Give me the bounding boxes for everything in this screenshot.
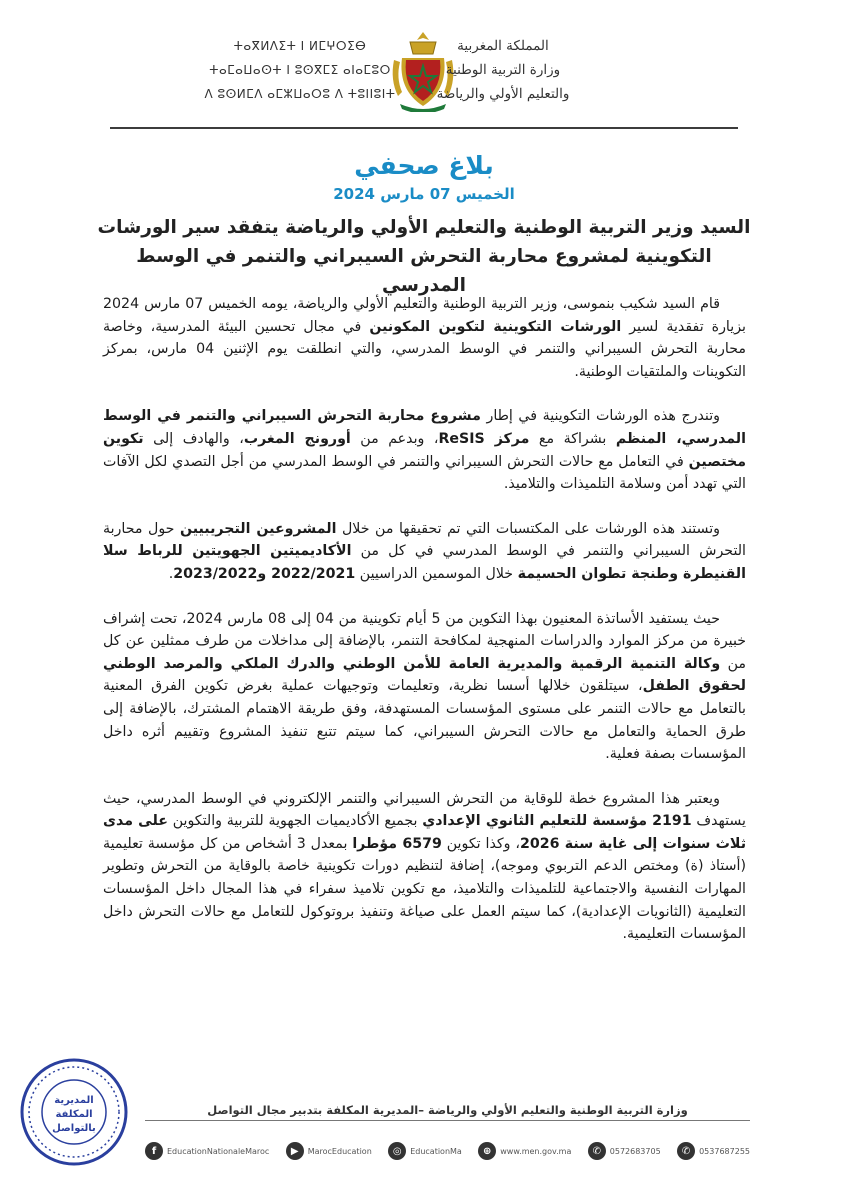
footer-contact-bar xyxy=(145,1140,750,1162)
ministry-name-tifinagh: ⵜⴰⴳⵍⴷⵉⵜ ⵏ ⵍⵎⵖⵔⵉⴱ ⵜⴰⵎⴰⵡⴰⵙⵜ ⵏ ⵓⵙⴳⵎⵉ ⴰⵏⴰⵎⵓⵔ ⴷ ⵓⵙⵍⵎⴷ ⴰⵎⵣⵡⴰⵔⵓ ⴷ ⵜⵓⵏⵏⵓⵏⵜ xyxy=(204,39,396,101)
phone-2: ✆ 0537687255 xyxy=(677,1142,750,1160)
footer-ministry-line: وزارة التربية الوطنية والتعليم الأولي والرياضة –المديرية المكلفة بتدبير مجال التواصل xyxy=(207,1103,688,1117)
paragraph-2: وتندرج هذه الورشات التكوينية في إطار مشروع محاربة التحرش السيبراني والتنمر في الوسط المدرسي، المنظم بشراكة مع مركز ReSIS، وبدعم من أورونج المغرب، والهادف إلى تكوين مختصين في التعامل مع حالات التحرش السيبراني والتنمر في الوسط المدرسي من أجل التصدي لكل الآفات التي تهدد أمن وسلامة التلميذات والتلاميذ. xyxy=(103,408,746,493)
phone-icon: ✆ xyxy=(588,1142,606,1160)
youtube-icon: ▶ xyxy=(286,1142,304,1160)
footer-divider xyxy=(145,1120,750,1121)
paragraph-4: حيث يستفيد الأساتذة المعنيون بهذا التكوين من 5 أيام تكوينية من 04 إلى 08 مارس 2024، تحت إشراف خبيرة من مركز الموارد والدراسات المنهجية لمكافحة التنمر، بالإضافة إلى مداخلات من طرف ممثلين عن كل من وكالة التنمية الرقمية والمديرية العامة للأمن الوطني والدرك الملكي والمرصد الوطني لحقوق الطفل، سيتلقون خلالها أسسا نظرية، وتعليمات وتوجيهات عملية بغرض تكوين الفرق المعنية بالتعامل مع حالات التنمر على مستوى المؤسسات المستهدفة، وفق طريقة الاهتمام المشترك، بالإضافة إلى طرق الحماية والتعامل مع حالات التحرش السيبراني، كما سيتم تتبع تنفيذ المشروع وتقييم أثره داخل المؤسسات بصفة فعلية. xyxy=(103,610,746,763)
seal-line-1: المديرية xyxy=(54,1095,94,1106)
seal-line-2: المكلفة xyxy=(55,1109,93,1120)
facebook-link[interactable]: f EducationNationaleMaroc xyxy=(145,1142,269,1160)
directorate-seal-icon xyxy=(18,1056,130,1168)
phone-1: ✆ 0572683705 xyxy=(588,1142,661,1160)
publication-date: الخميس 07 مارس 2024 xyxy=(333,185,515,203)
ministry-name-arabic: المملكة المغربية وزارة التربية الوطنية والتعليم الأولي والرياضة xyxy=(436,38,570,102)
page-title: بلاغ صحفي xyxy=(354,151,494,180)
letterhead xyxy=(0,22,848,127)
seal-line-3: بالتواصل xyxy=(52,1123,96,1134)
instagram-icon: ◎ xyxy=(388,1142,406,1160)
website-link[interactable]: ⊕ www.men.gov.ma xyxy=(478,1142,571,1160)
instagram-link[interactable]: ◎ EducationMa xyxy=(388,1142,462,1160)
title-block xyxy=(60,150,788,205)
paragraph-5: ويعتبر هذا المشروع خطة للوقاية من التحرش السيبراني والتنمر الإلكتروني في الوسط المدرسي، حيث يستهدف 2191 مؤسسة للتعليم الثانوي الإعدادي بجميع الأكاديميات الجهوية للتربية والتكوين على مدى ثلاث سنوات إلى غاية سنة 2026، وكذا تكوين 6579 مؤطرا بمعدل 3 أشخاص من كل مؤسسة تعليمية (أستاذ (ة) ومختص الدعم التربوي وموجه)، إضافة لتنظيم دورات تكوينية خاصة بالوقاية من التحرش وتطوير المهارات النفسية والاجتماعية للتلميذات والتلاميذ، مع تكوين تلاميذ سفراء في هذا المجال داخل المؤسسات التعليمية (الثانويات الإعدادية)، كما سيتم العمل على صياغة وتنفيذ بروتوكول للتعامل مع حالات التحرش داخل المؤسسات التعليمية. xyxy=(103,790,747,943)
header-divider xyxy=(110,127,738,129)
press-release-body xyxy=(103,293,746,946)
facebook-icon: f xyxy=(145,1142,163,1160)
paragraph-3: وتستند هذه الورشات على المكتسبات التي تم تحقيقها من خلال المشروعين التجريبيين حول محاربة التحرش السيبراني والتنمر في الوسط المدرسي في كل من الأكاديميتين الجهويتين للرباط سلا القنيطرة وطنجة تطوان الحسيمة خلال الموسمين الدراسيين 2022/2021 و2023/2022. xyxy=(103,520,747,582)
youtube-link[interactable]: ▶ MarocEducation xyxy=(286,1142,372,1160)
paragraph-1: قام السيد شكيب بنموسى، وزير التربية الوطنية والتعليم الأولي والرياضة، يومه الخميس 07 مارس 2024 بزيارة تفقدية لسير الورشات التكوينية لتكوين المكونين في مجال تحسين البيئة المدرسية، وخاصة محاربة التحرش السيبراني والتنمر في الوسط المدرسي، والتي انطلقت يوم الإثنين 04 مارس، بمركز التكوينات والملتقيات الوطنية. xyxy=(103,296,746,380)
globe-icon: ⊕ xyxy=(478,1142,496,1160)
headline: السيد وزير التربية الوطنية والتعليم الأولي والرياضة يتفقد سير الورشات التكوينية لمشروع محاربة التحرش السيبراني والتنمر في الوسط المدرسي xyxy=(97,217,751,296)
fax-icon: ✆ xyxy=(677,1142,695,1160)
